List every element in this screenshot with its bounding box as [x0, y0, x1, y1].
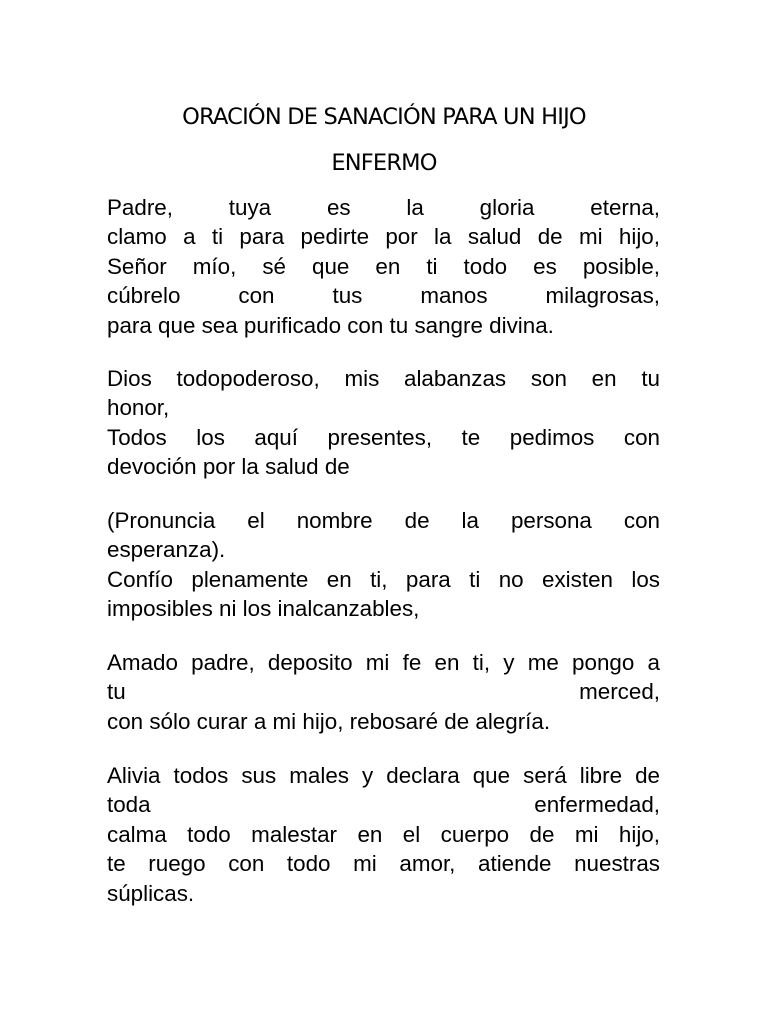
text-line: para que sea purificado con tu sangre divina.: [107, 312, 554, 338]
text-line: Señor mío, sé que en ti todo es posible,: [107, 253, 660, 279]
text-line: Todos los aquí presentes, te pedimos con: [107, 424, 660, 450]
text-line: Dios todopoderoso, mis alabanzas son en tu: [107, 366, 660, 391]
text-line: toda enfermedad,: [107, 792, 660, 818]
text-line: Padre, tuya es la gloria eterna,: [107, 195, 660, 220]
text-line: (Pronuncia el nombre de la persona con: [107, 508, 660, 533]
text-line: te ruego con todo mi amor, atiende nuestras: [107, 851, 660, 877]
text-line: calma todo malestar en el cuerpo de mi hijo,: [107, 821, 660, 847]
text-line: clamo a ti para pedirte por la salud de mi hijo,: [107, 224, 660, 250]
title-line: ORACIÓN DE SANACIÓN PARA UN HIJO: [182, 104, 586, 130]
text-line: cúbrelo con tus manos milagrosas,: [107, 283, 660, 309]
prayer-paragraph-3: [107, 506, 660, 624]
text-line: devoción por la salud de: [107, 454, 350, 480]
prayer-paragraph-1: [107, 193, 660, 340]
document-title: [0, 94, 768, 186]
title-line: ENFERMO: [331, 150, 437, 176]
text-line: Confío plenamente en ti, para ti no existen los: [107, 566, 660, 592]
text-line: tu merced,: [107, 679, 660, 705]
text-line: imposibles ni los inalcanzables,: [107, 596, 420, 622]
prayer-paragraph-2: [107, 364, 660, 482]
text-line: Amado padre, deposito mi fe en ti, y me pongo a: [107, 650, 660, 675]
text-line: súplicas.: [107, 880, 195, 906]
prayer-paragraph-4: [107, 648, 660, 736]
prayer-paragraph-5: [107, 761, 660, 908]
text-line: Alivia todos sus males y declara que será libre de: [107, 763, 660, 788]
text-line: esperanza).: [107, 537, 226, 563]
text-line: honor,: [107, 395, 170, 421]
text-line: con sólo curar a mi hijo, rebosaré de alegría.: [107, 708, 551, 734]
